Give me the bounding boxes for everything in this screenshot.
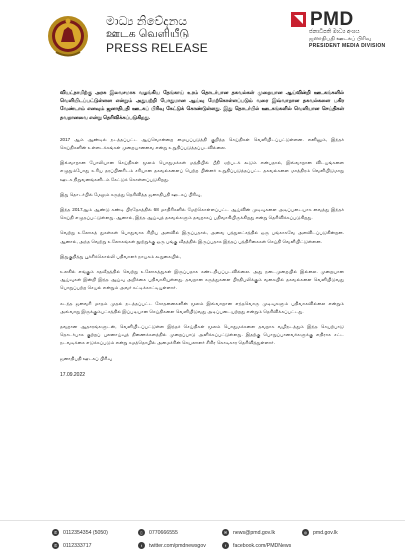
footer-mobile <box>138 528 178 537</box>
body-paragraph: இந்த 2017ஆம் ஆண்டு கண்டி பிரதேசத்தில் 68 மாதிரிகளில் மேற்கொள்ளப்பட்ட ஆய்வின் முடிவுகளை அடிப்படையாக வைத்து இந்தச் செய்தி எழுதப்பட்டுள்ளது. ஆனால், இந்த ஆய்வுத் தகவல்களும் தவறாகப் பதிவாகியிருக்கிறது என்று தெரிவிக்கப்படுகிறது. <box>60 207 344 221</box>
footer-email[interactable] <box>222 528 275 537</box>
footer-website[interactable] <box>302 528 338 537</box>
body-paragraph: உலகில் எங்கும் சதவீதத்தில் வெற்று உலோகத்துகள் இருப்பதாக கண்டறியப்படவில்லை. அது நடைமுறையில் இல்லை. முறையான ஆய்வுகள் இன்றி இந்த ஆய்வு அறிக்கை பதிவாகியுள்ளது. தவறான கருத்துகளை பிரதிபலிக்கும் வகையில் தகவல்களை வெளியிடுவது பொறுப்பற்ற செயல் என்றும் அவர் சுட்டிக்காட்டியுள்ளார். <box>60 269 344 291</box>
pmd-sub-english: PRESIDENT MEDIA DIVISION <box>309 43 386 49</box>
facebook-icon: f <box>222 542 229 549</box>
release-body <box>60 90 344 379</box>
pmd-mark-icon <box>291 12 306 27</box>
facebook-link[interactable]: facebook.com/PMDNews <box>233 542 292 549</box>
body-paragraph: இவ்வாறான போலியான செய்திகள் மூலம் பொதுமக்கள் மத்தியில் பீதி ஏற்படக் கூடும் என்பதால், இவ்வாறான விடயங்களை எழுதும்போது உரிய தரப்பினரிடம் சரியான தகவல்களைப் பெற்ற பின்னர் உறுதிப்படுத்தப்பட்ட தகவல்களை மாத்திரம் வெளியிடுமாறு ஊடக நிறுவனங்களிடம் கேட்டுக் கொள்ளப்படுகிறது. <box>60 160 344 182</box>
phone-icon: ✆ <box>53 543 58 548</box>
website-link[interactable]: pmd.gov.lk <box>313 529 338 536</box>
body-paragraph: இதுகுறித்து பூச்சிக்கொல்லி பதிவாளர் நாயகம் கூறுகையில், <box>60 253 181 259</box>
twitter-icon: t <box>138 542 145 549</box>
phone-icon: ✆ <box>53 530 58 535</box>
pmd-logo <box>291 10 391 50</box>
body-paragraph: 2017 ஆம் ஆண்டில் நடத்தப்பட்ட ஆய்வொன்றை மையப்படுத்தி குறித்த செய்திகள் வெளியிடப்பட்டுள்ளன. எனினும், இந்தச் செய்திகளின் உள்ளடக்கங்கள் முறையானவை என்று உறுதிப்படுத்தப்படவில்லை. <box>60 136 344 151</box>
contact-footer <box>0 520 405 555</box>
pmd-sub-tamil: ஜனாதிபதி ஊடகப் பிரிவு <box>309 36 372 42</box>
footer-phone-2 <box>52 541 91 550</box>
phone-number-2: 0112333717 <box>63 542 92 549</box>
release-title <box>106 14 226 55</box>
lead-paragraph: வியட்நாமிற்கு அரசு இலவசமாக வழங்கிய தேங்காய் உரம் தொடர்பான தகவல்கள் முறையான ஆய்வின்றி ஊடகங்களில் வெளியிடப்பட்டுள்ளன என்றும் அதுபற்றி போதுமான ஆய்வு மேற்கொள்ளப்படும் வரை இவ்வாறான தகவல்களை பகிர வேண்டாம் எனவும் ஜனாதிபதி ஊடகப் பிரிவு கேட்டுக் கொண்டுள்ளது. இது தொடர்பில் ஊடகங்களில் வெளியான செய்திகள் தவறானவை என்று தெரிவிக்கப்படுகிறது. <box>60 91 344 121</box>
title-english: PRESS RELEASE <box>106 41 208 55</box>
footer-phone-1 <box>52 528 108 537</box>
email-link[interactable]: news@pmd.gov.lk <box>233 529 276 536</box>
title-sinhala: මාධ්‍ය නිවේදනය <box>106 14 188 28</box>
footer-twitter[interactable] <box>138 541 206 550</box>
twitter-link[interactable]: twitter.com/pmdnewsgov <box>149 542 206 549</box>
body-paragraph: வெற்று உலோகத் துகள்கள் பொதுவாக சிறிய அளவில் இருப்பதால், அவை பத்துலட்சத்தில் ஒரு பங்காகவே அளவிடப்படுகின்றன. ஆனால், அந்த வெற்று உலோகங்கள் நூற்றுக்கு ஒரு பங்கு வீதத்தில் இருப்பதாக இந்தப் பத்திரிகைகள் செய்தி வெளியிட்டுள்ளன. <box>60 230 344 244</box>
mobile-number: 0770666555 <box>149 529 178 536</box>
email-icon: ✉ <box>223 530 228 535</box>
body-paragraph: தவறான ஆதாரங்களுடன், வெளியிடப்பட்டுள்ள இந்தச் செய்திகள் மூலம் பொதுமக்களை தவறாக வழிநடத்தும் இந்த செயற்பாடு தொடர்பாக குற்றப் புலனாய்வுத் திணைக்களத்தில் முறைப்பாடு அளிக்கப்பட்டுள்ளது. இதற்கு பொறுப்பானவர்களுக்கு எதிராக சட்ட நடவடிக்கை எடுக்கப்படும் என்று கமத்தொழில் அமைச்சின் செயலாளர் சிசிர கொடிகார தெரிவித்துள்ளார். <box>60 324 344 346</box>
sri-lanka-emblem-icon <box>46 12 90 60</box>
release-date: 17.09.2022 <box>60 371 86 378</box>
globe-icon: ◎ <box>303 530 308 535</box>
pmd-wordmark: PMD <box>310 9 354 30</box>
mobile-icon: ▯ <box>138 529 145 536</box>
body-paragraph: இது தொடர்பில் மேலும் கருத்து தெரிவித்த ஜனாதிபதி ஊடகப் பிரிவு, <box>60 191 202 197</box>
title-tamil: ஊடக வெளியீடு <box>106 28 190 40</box>
letterhead <box>0 0 405 66</box>
footer-facebook[interactable] <box>222 541 291 550</box>
pmd-sub-sinhala: ජනාධිපති මාධ්‍ය අංශය <box>309 29 360 35</box>
phone-number-1: 0112354354 (5050) <box>63 529 108 536</box>
signature-organization: ஜனாதிபதி ஊடகப் பிரிவு <box>60 355 112 361</box>
body-paragraph: கடந்த ஜனவரி மாதம் முதல் நடத்தப்பட்ட சோதனைகளின் மூலம் இவ்வாறான எந்தவொரு முடிவுகளும் பதிவாகவில்லை என்றும் அவ்வாறு இருக்கும்பட்சத்தில் இப்படியான செய்திகளை வெளியிடுவது அடிப்படையற்றது என்றும் தெரிவிக்கப்பட்டது. <box>60 300 344 314</box>
